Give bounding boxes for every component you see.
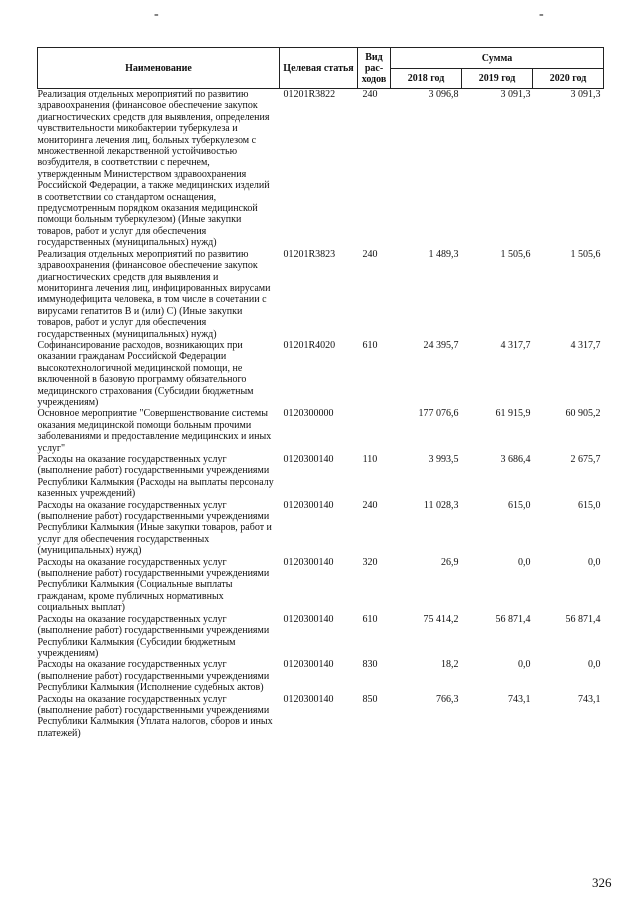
row-sum-2020: 60 905,2 xyxy=(565,408,601,420)
row-target-article: 0120300140 xyxy=(283,693,334,705)
row-sum-2018: 3 096,8 xyxy=(428,89,459,100)
row-name: Расходы на оказание государственных услуг (выполнение работ) государственными учреждениями Республики Калмыкия (Иные закупки товаров, работ и услуг для обеспечения государственных (муниципальных) нужд) xyxy=(37,499,272,557)
header-year-2020: 2020 год xyxy=(533,69,604,89)
row-name: Реализация отдельных мероприятий по развитию здравоохранения (финансовое обеспечение закупок диагностических средств для выявления, определения чувствительности микобактерии туберкулеза и мониторинга лечения лиц, больных туберкулезом с множественной лекарственной устойчивостью возбудителя, в соответствии с перечнем, утвержденным Министерством здравоохранения Российской Федерации, а также медицинских изделий в соответствии со стандартом оснащения, предусмотренным порядком оказания медицинской помощи больным туберкулезом) (Иные закупки товаров, работ и услуг для обеспечения государственных (муниципальных) нужд) xyxy=(37,89,270,249)
row-sum-2019: 4 317,7 xyxy=(500,339,531,351)
row-name: Реализация отдельных мероприятий по развитию здравоохранения (финансовое обеспечение закупок диагностических средств для выявления и мониторинга лечения лиц, инфицированных вирусами иммунодефицита человека, в том числе в сочетании с вирусами гепатитов B и (или) C) (Иные закупки товаров, работ и услуг для обеспечения государственных (муниципальных) нужд) xyxy=(37,248,271,340)
row-sum-2020: 615,0 xyxy=(578,499,601,511)
row-expense-type: 830 xyxy=(362,659,378,671)
budget-table xyxy=(37,47,604,739)
table-row xyxy=(38,454,604,500)
row-sum-2018: 75 414,2 xyxy=(423,613,459,625)
top-right-mark: - xyxy=(539,7,544,22)
row-sum-2019: 0,0 xyxy=(518,556,531,568)
row-target-article: 01201R3822 xyxy=(283,89,336,100)
table-header xyxy=(38,48,604,89)
row-target-article: 0120300140 xyxy=(283,613,334,625)
table-row xyxy=(38,340,604,408)
row-name: Основное мероприятие "Совершенствование системы оказания медицинской помощи больным прочими заболеваниями и предоставление медицинских и иных услуг" xyxy=(37,408,272,454)
row-sum-2019: 615,0 xyxy=(508,499,531,511)
row-expense-type: 240 xyxy=(362,89,378,100)
row-name: Расходы на оказание государственных услуг (выполнение работ) государственными учреждениями Республики Калмыкия (Субсидии бюджетным учреждениям) xyxy=(37,613,270,659)
row-target-article: 0120300140 xyxy=(283,556,334,568)
header-year-2019: 2019 год xyxy=(462,69,533,89)
row-sum-2018: 3 993,5 xyxy=(428,454,459,465)
table-body xyxy=(38,89,604,740)
row-sum-2019: 56 871,4 xyxy=(495,613,531,625)
header-expense-type: Вид рас-ходов xyxy=(358,48,391,89)
header-name: Наименование xyxy=(38,48,280,89)
row-sum-2018: 177 076,6 xyxy=(418,408,459,420)
row-sum-2019: 61 915,9 xyxy=(495,408,531,420)
row-name: Расходы на оказание государственных услуг (выполнение работ) государственными учреждениями Республики Калмыкия (Исполнение судебных актов) xyxy=(37,659,270,694)
row-target-article: 01201R3823 xyxy=(283,248,336,260)
row-sum-2019: 743,1 xyxy=(508,693,531,705)
header-year-2018: 2018 год xyxy=(391,69,462,89)
row-expense-type: 320 xyxy=(362,556,378,568)
row-sum-2020: 3 091,3 xyxy=(570,89,601,100)
row-sum-2019: 3 091,3 xyxy=(500,89,531,100)
row-expense-type: 240 xyxy=(362,499,378,511)
row-sum-2018: 18,2 xyxy=(441,659,459,671)
row-sum-2019: 3 686,4 xyxy=(500,454,531,465)
row-sum-2018: 24 395,7 xyxy=(423,339,459,351)
row-expense-type: 850 xyxy=(362,693,378,705)
table-row xyxy=(38,408,604,454)
row-sum-2020: 2 675,7 xyxy=(570,454,601,465)
row-sum-2020: 1 505,6 xyxy=(570,248,601,260)
table-row xyxy=(38,614,604,660)
page-number: 326 xyxy=(592,875,612,890)
row-target-article: 0120300140 xyxy=(283,454,334,465)
row-name: Софинансирование расходов, возникающих при оказании гражданам Российской Федерации высокотехнологичной медицинской помощи, не включенной в базовую программу обязательного медицинского страхования (Субсидии бюджетным учреждениям) xyxy=(37,339,254,408)
row-expense-type: 610 xyxy=(362,339,378,351)
row-target-article: 0120300140 xyxy=(283,659,334,671)
row-expense-type: 610 xyxy=(362,613,378,625)
row-sum-2020: 0,0 xyxy=(588,556,601,568)
row-sum-2018: 11 028,3 xyxy=(423,499,459,511)
row-expense-type: 240 xyxy=(362,248,378,260)
row-expense-type xyxy=(358,408,391,454)
top-left-mark: - xyxy=(154,7,159,22)
row-expense-type: 110 xyxy=(362,454,378,465)
table-row xyxy=(38,89,604,249)
table-row xyxy=(38,249,604,340)
row-sum-2018: 1 489,3 xyxy=(428,248,459,260)
table-row xyxy=(38,500,604,557)
row-sum-2020: 4 317,7 xyxy=(570,339,601,351)
row-name: Расходы на оказание государственных услуг (выполнение работ) государственными учреждениями Республики Калмыкия (Уплата налогов, сборов и иных платежей) xyxy=(37,693,273,739)
row-target-article: 0120300140 xyxy=(283,499,334,511)
row-sum-2020: 0,0 xyxy=(588,659,601,671)
table-row xyxy=(38,659,604,693)
table-row xyxy=(38,694,604,740)
header-sum: Сумма xyxy=(391,48,604,69)
row-sum-2018: 26,9 xyxy=(441,556,459,568)
row-sum-2019: 1 505,6 xyxy=(500,248,531,260)
row-name: Расходы на оказание государственных услуг (выполнение работ) государственными учреждениями Республики Калмыкия (Социальные выплаты гражданам, кроме публичных нормативных социальных выплат) xyxy=(37,556,270,614)
row-sum-2019: 0,0 xyxy=(518,659,531,671)
row-target-article: 0120300000 xyxy=(283,408,334,420)
table-row xyxy=(38,557,604,614)
row-target-article: 01201R4020 xyxy=(283,339,336,351)
row-name: Расходы на оказание государственных услуг (выполнение работ) государственными учреждениями Республики Калмыкия (Расходы на выплаты персоналу казенных учреждений) xyxy=(37,454,274,500)
header-target-article: Целевая статья xyxy=(280,48,358,89)
row-sum-2020: 56 871,4 xyxy=(565,613,601,625)
row-sum-2020: 743,1 xyxy=(578,693,601,705)
row-sum-2018: 766,3 xyxy=(436,693,459,705)
